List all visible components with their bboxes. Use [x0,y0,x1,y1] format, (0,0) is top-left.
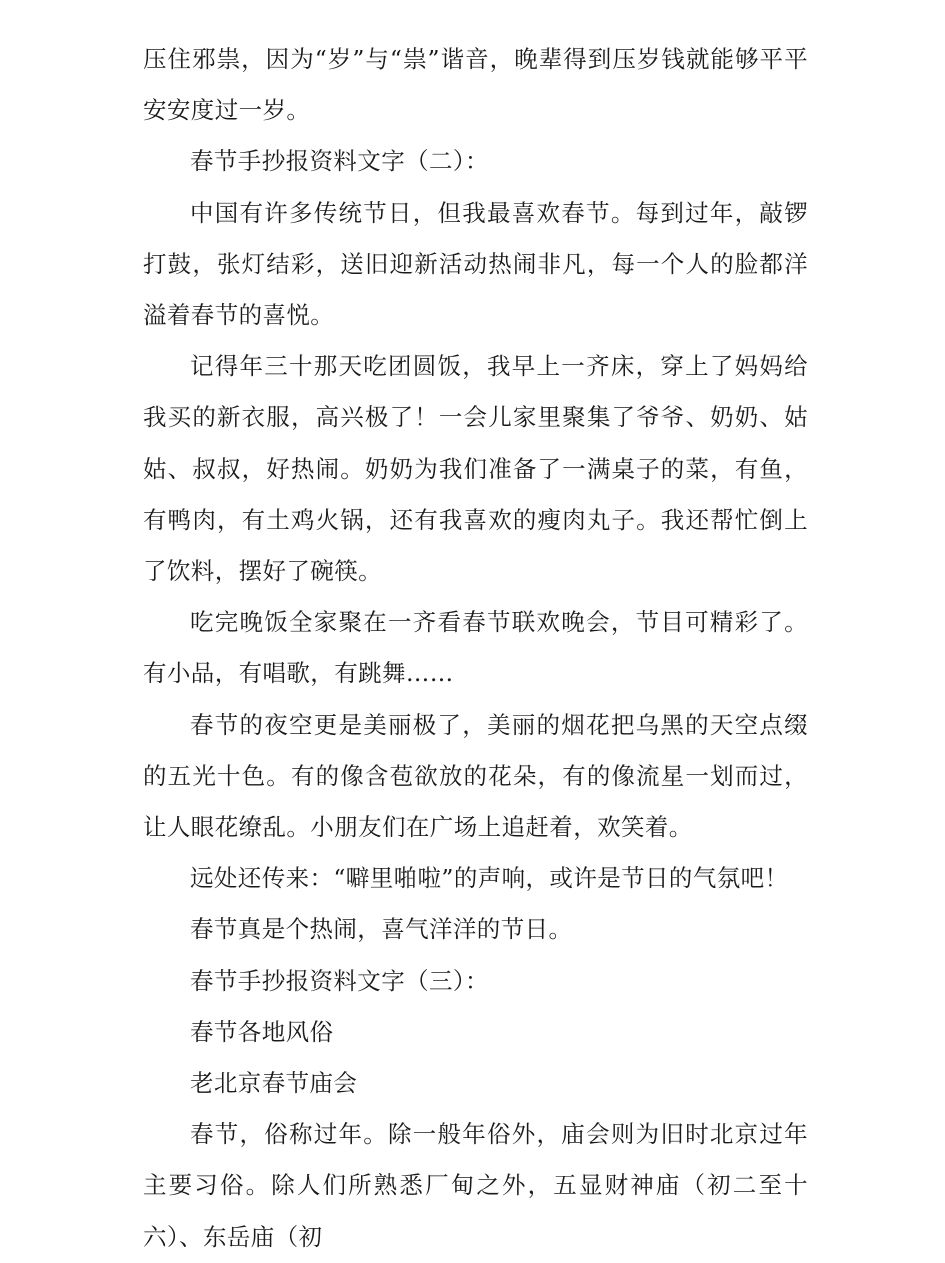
paragraph-gala: 吃完晚饭全家聚在一齐看春节联欢晚会，节目可精彩了。有小品，有唱歌，有跳舞…… [143,608,808,688]
paragraph-continuation: 压住邪祟，因为“岁”与“祟”谐音，晚辈得到压岁钱就能够平平安安度过一岁。 [143,45,808,125]
paragraph-festive-summary: 春节真是个热闹，喜气洋洋的节日。 [190,915,573,944]
subheading-temple-fair: 老北京春节庙会 [190,1069,358,1098]
paragraph-favorite-festival: 中国有许多传统节日，但我最喜欢春节。每到过年，敲锣打鼓，张灯结彩，送旧迎新活动热闹非凡，每一个人的脸都洋溢着春节的喜悦。 [143,198,808,330]
document-body [143,34,808,1263]
paragraph-fireworks: 春节的夜空更是美丽极了，美丽的烟花把乌黑的天空点缀的五光十色。有的像含苞欲放的花朵，有的像流星一划而过，让人眼花缭乱。小朋友们在广场上追赶着，欢笑着。 [143,710,808,842]
paragraph-temple-fair: 春节，俗称过年。除一般年俗外，庙会则为旧时北京过年主要习俗。除人们所熟悉厂甸之外，五显财神庙（初二至十六）、东岳庙（初 [143,1120,808,1251]
paragraph-firecrackers: 远处还传来：“噼里啪啦”的声响，或许是节日的气氛吧！ [190,864,789,893]
paragraph-reunion-dinner: 记得年三十那天吃团圆饭，我早上一齐床，穿上了妈妈给我买的新衣服，高兴极了！一会儿家里聚集了爷爷、奶奶、姑姑、叔叔，好热闹。奶奶为我们准备了一满桌子的菜，有鱼，有鸭肉，有土鸡火锅，还有我喜欢的瘦肉丸子。我还帮忙倒上了饮料，摆好了碗筷。 [143,352,808,586]
section-heading-three: 春节手抄报资料文字（三）： [190,966,489,995]
subheading-customs: 春节各地风俗 [190,1017,334,1046]
section-heading-two: 春节手抄报资料文字（二）： [190,147,489,176]
